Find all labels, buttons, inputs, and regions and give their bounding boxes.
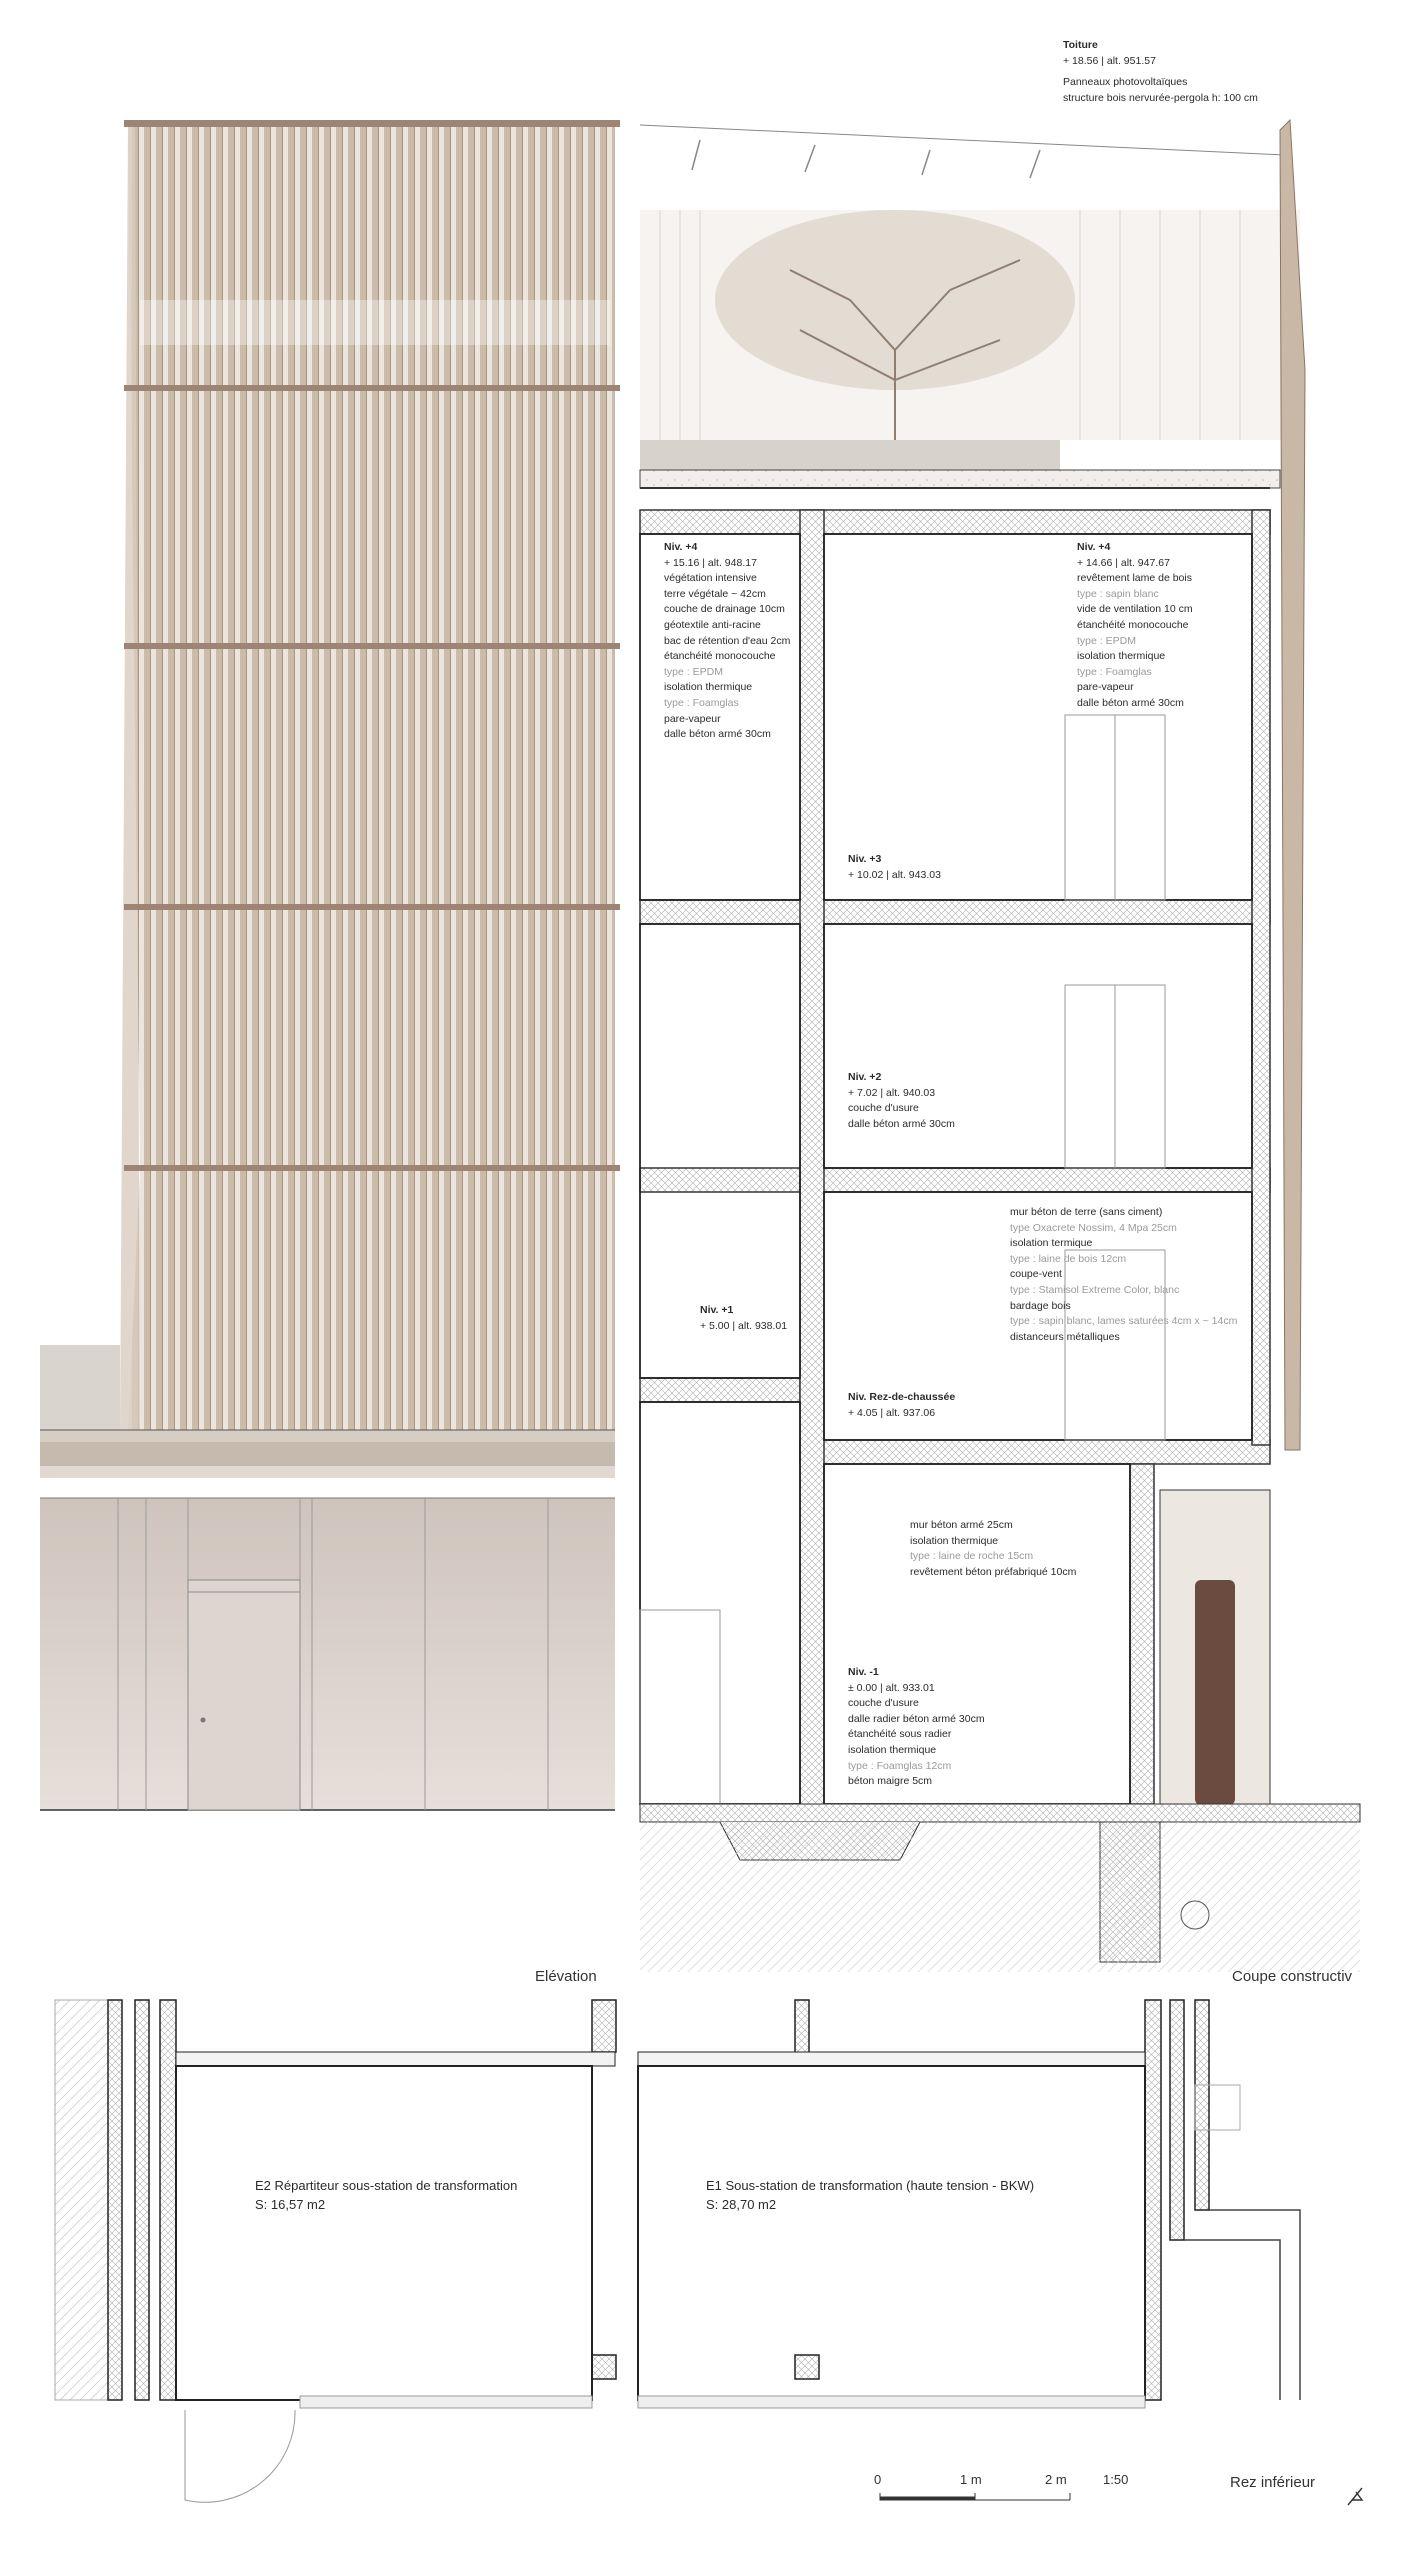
nivm1-line: isolation thermique [848,1743,937,1756]
scale-0: 0 [874,2472,882,2487]
section-label: Coupe constructiv [1232,1968,1353,1985]
niv4-right-title: Niv. +4 [1077,541,1111,553]
niv4-left-line: type : EPDM [664,665,723,678]
wall-line: type : Stamisol Extreme Color, blanc [1010,1283,1180,1296]
niv4-right-line: type : sapin blanc [1077,587,1159,600]
roof-level: + 18.56 | alt. 951.57 [1063,54,1156,67]
roof-line2: structure bois nervurée-pergola h: 100 cm [1063,91,1258,104]
room-e1 [706,2176,1034,2214]
niv4-left-line: végétation intensive [664,572,757,585]
niv4-right-line: type : EPDM [1077,634,1136,647]
room-e1-area: S: 28,70 m2 [706,2197,777,2212]
niv3-title: Niv. +3 [848,853,882,865]
niv4-right-line: + 14.66 | alt. 947.67 [1077,556,1170,569]
basewall-line: type : laine de roche 15cm [910,1550,1034,1563]
niv4-left-line: terre végétale ~ 42cm [664,587,766,600]
charging-station [1195,1580,1235,1805]
roof-title: Toiture [1063,39,1098,51]
niv2-note [848,1070,955,1132]
niv1-title: Niv. +1 [700,1304,734,1316]
nivm1-note [848,1665,985,1790]
nivm1-line: type : Foamglas 12cm [848,1759,952,1772]
wall-line: type Oxacrete Nossim, 4 Mpa 25cm [1010,1221,1177,1234]
niv2-title: Niv. +2 [848,1071,882,1083]
nivm1-line: dalle radier béton armé 30cm [848,1712,985,1725]
wall-line: type : sapin blanc, lames saturées 4cm x ~ 14cm [1010,1315,1238,1328]
niv1-line: + 5.00 | alt. 938.01 [700,1319,788,1332]
wall-line: type : laine de bois 12cm [1010,1252,1127,1265]
niv4-left-line: type : Foamglas [664,696,739,709]
basewall-line: isolation thermique [910,1534,999,1547]
plan-label: Rez inférieur [1230,2474,1316,2491]
niv4-right-line: vide de ventilation 10 cm [1077,603,1193,616]
niv4-left-line: étanchéité monocouche [664,650,776,663]
niv4-left-line: bac de rétention d'eau 2cm [664,634,791,647]
niv3-line: + 10.02 | alt. 943.03 [848,868,941,881]
room-e2-name: E2 Répartiteur sous-station de transformation [255,2178,518,2193]
base-glazing [40,1498,615,1810]
room-e1-name: E1 Sous-station de transformation (haute tension - BKW) [706,2178,1035,2193]
nivm1-title: Niv. -1 [848,1666,879,1678]
basewall-line: revêtement béton préfabriqué 10cm [910,1565,1077,1578]
niv4-right-line: étanchéité monocouche [1077,618,1189,631]
roof-line1: Panneaux photovoltaïques [1063,76,1188,89]
niv4-left-note [664,540,790,743]
niv4-right-note [1077,540,1193,712]
niv4-right-line: isolation thermique [1077,650,1166,663]
niv4-right-line: revêtement lame de bois [1077,572,1192,585]
basewall-line: mur béton armé 25cm [910,1519,1013,1531]
scale-bar [880,2493,1070,2500]
niv4-left-line: pare-vapeur [664,712,721,725]
room-e2-area: S: 16,57 m2 [255,2197,326,2212]
niv4-left-line: couche de drainage 10cm [664,603,785,616]
section-view [640,120,1360,1972]
rdc-note [848,1390,955,1421]
wall-line: isolation termique [1010,1237,1093,1250]
nivm1-line: étanchéité sous radier [848,1728,952,1741]
niv4-right-line: type : Foamglas [1077,665,1152,678]
elevation-view [40,120,620,1810]
basewall-note [910,1518,1076,1580]
wall-line: coupe-vent [1010,1268,1062,1281]
nivm1-line: ± 0.00 | alt. 933.01 [848,1681,935,1694]
scale-1: 1 m [960,2472,982,2487]
room-e2 [255,2176,517,2214]
niv1-note [700,1303,787,1334]
wall-line: distanceurs métalliques [1010,1330,1120,1343]
wall-line: bardage bois [1010,1299,1071,1312]
north-arrow-icon [1348,2488,1362,2505]
door [188,1580,300,1810]
roof-note [1063,38,1258,106]
nivm1-line: couche d'usure [848,1697,919,1710]
niv4-right-line: dalle béton armé 30cm [1077,696,1184,709]
niv4-left-line: dalle béton armé 30cm [664,728,771,741]
wall-line: mur béton de terre (sans ciment) [1010,1206,1163,1218]
niv3-note [848,852,941,883]
niv4-left-line: isolation thermique [664,681,753,694]
floor-plan [55,2000,1362,2505]
niv4-left-line: + 15.16 | alt. 948.17 [664,556,757,569]
niv2-line: + 7.02 | alt. 940.03 [848,1086,936,1099]
niv2-line: dalle béton armé 30cm [848,1117,955,1130]
niv4-left-title: Niv. +4 [664,541,698,553]
niv4-right-line: pare-vapeur [1077,681,1134,694]
rdc-line: + 4.05 | alt. 937.06 [848,1406,936,1419]
scale-ratio: 1:50 [1103,2472,1129,2487]
elevation-label: Elévation [535,1968,597,1985]
niv4-left-line: géotextile anti-racine [664,618,761,631]
wall-note [1010,1205,1237,1345]
scale-2: 2 m [1045,2472,1067,2487]
niv2-line: couche d'usure [848,1102,919,1115]
rdc-title: Niv. Rez-de-chaussée [848,1391,956,1403]
nivm1-line: béton maigre 5cm [848,1775,933,1788]
